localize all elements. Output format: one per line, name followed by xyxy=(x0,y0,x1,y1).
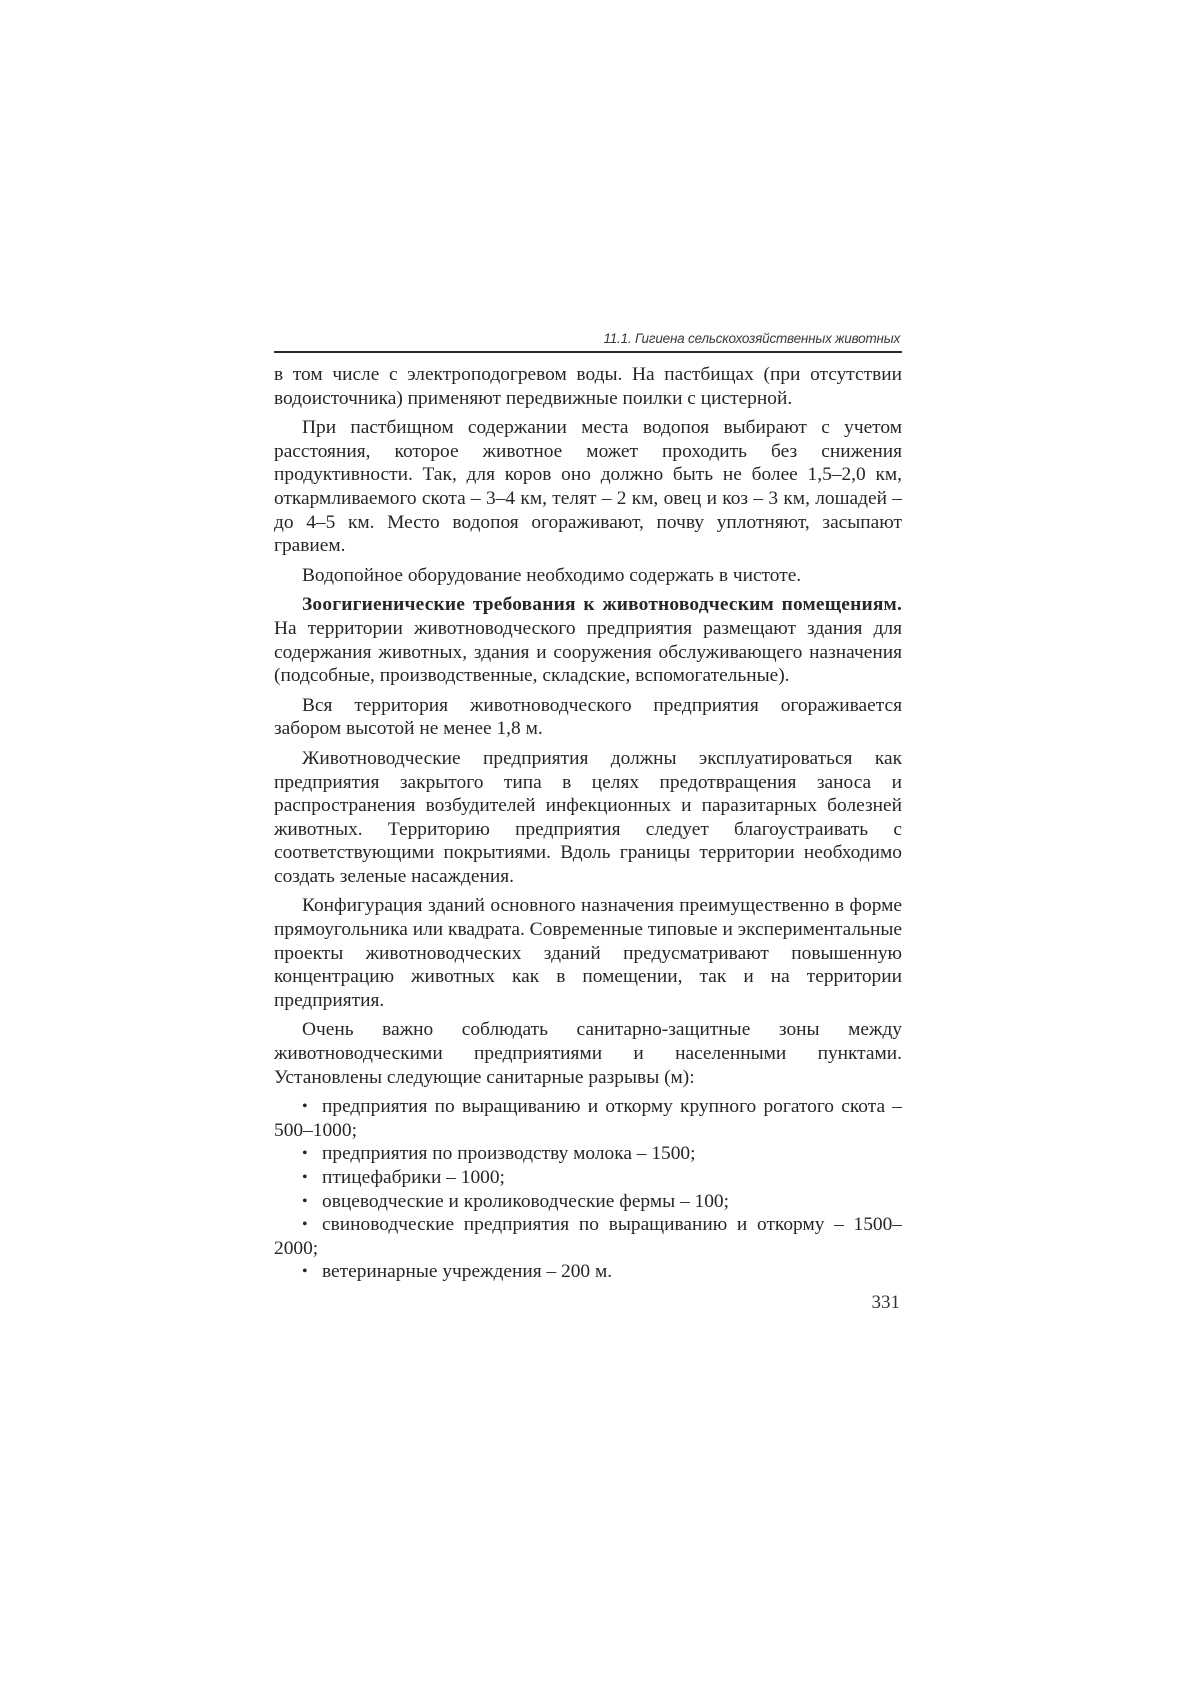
list-item xyxy=(274,1166,902,1190)
paragraph: в том числе с электроподогревом воды. На пастбищах (при отсутствии водоисточника) применяют передвижные поилки с цистерной. xyxy=(274,364,902,409)
header-rule xyxy=(274,351,902,353)
list-item-text: ветеринарные учреждения – 200 м. xyxy=(322,1261,613,1283)
list-item-text: предприятия по выращиванию и откорму крупного рогатого скота – 500–1000; xyxy=(274,1096,902,1141)
paragraph: Вся территория животноводческого предприятия огораживается забором высотой не менее 1,8 м. xyxy=(274,694,902,740)
body-text xyxy=(274,363,902,1284)
page-number: 331 xyxy=(871,1291,900,1313)
list-item xyxy=(274,1142,902,1166)
list-item-text: предприятия по производству молока – 1500; xyxy=(322,1143,696,1165)
paragraph: При пастбищном содержании места водопоя выбирают с учетом расстояния, которое животное может проходить без снижения продуктивности. Так, для коров оно должно быть не более 1,5–2,0 км, откармливаемого скота – 3–4 км, телят – 2 км, овец и коз – 3 км, лошадей – до 4–5 км. Место водопоя огораживают, почву уплотняют, засыпают гравием. xyxy=(274,417,902,557)
bullet-icon: • xyxy=(302,1145,308,1163)
list-item-text: птицефабрики – 1000; xyxy=(322,1167,505,1188)
bullet-icon: • xyxy=(302,1169,308,1186)
paragraph: Животноводческие предприятия должны эксплуатироваться как предприятия закрытого типа в целях предотвращения заноса и распространения возбудителей инфекционных и паразитарных болезней животных. Территорию предприятия следует благоустраивать с соответствующими покрытиями. Вдоль границы территории необходимо создать зеленые насаждения. xyxy=(274,747,902,887)
section-text: На территории животноводческого предприятия размещают здания для содержания животных, здания и сооружения обслуживающего назначения (подсобные, производственные, складские, вспомогательные). xyxy=(274,617,902,687)
bullet-icon: • xyxy=(302,1263,308,1281)
paragraph: Водопойное оборудование необходимо содержать в чистоте. xyxy=(302,564,802,586)
list-item xyxy=(274,1095,902,1142)
list-item-text: овцеводческие и кролиководческие фермы – 100; xyxy=(322,1190,729,1212)
paragraph: Конфигурация зданий основного назначения преимущественно в форме прямоугольника или квадрата. Современные типовые и экспериментальные проекты животноводческих зданий предусматривают повышенную концентрацию животных как в помещении, так и на территории предприятия. xyxy=(274,895,902,1011)
sanitary-gaps-list xyxy=(274,1095,902,1284)
list-item-text: свиноводческие предприятия по выращиванию и откорму – 1500–2000; xyxy=(274,1214,902,1259)
paragraph: Очень важно соблюдать санитарно-защитные зоны между животноводческими предприятиями и населенными пунктами. Установлены следующие санитарные разрывы (м): xyxy=(274,1019,902,1088)
book-page xyxy=(274,330,902,1314)
bullet-icon: • xyxy=(302,1098,308,1116)
section-heading: Зоогигиенические требования к животноводческим помещениям. xyxy=(302,594,902,616)
bullet-icon: • xyxy=(302,1192,308,1210)
section-paragraph xyxy=(274,593,902,687)
list-item xyxy=(274,1213,902,1260)
running-head: 11.1. Гигиена сельскохозяйственных животных xyxy=(603,331,900,346)
list-item xyxy=(274,1190,902,1214)
bullet-icon: • xyxy=(302,1216,308,1234)
list-item xyxy=(274,1260,902,1284)
